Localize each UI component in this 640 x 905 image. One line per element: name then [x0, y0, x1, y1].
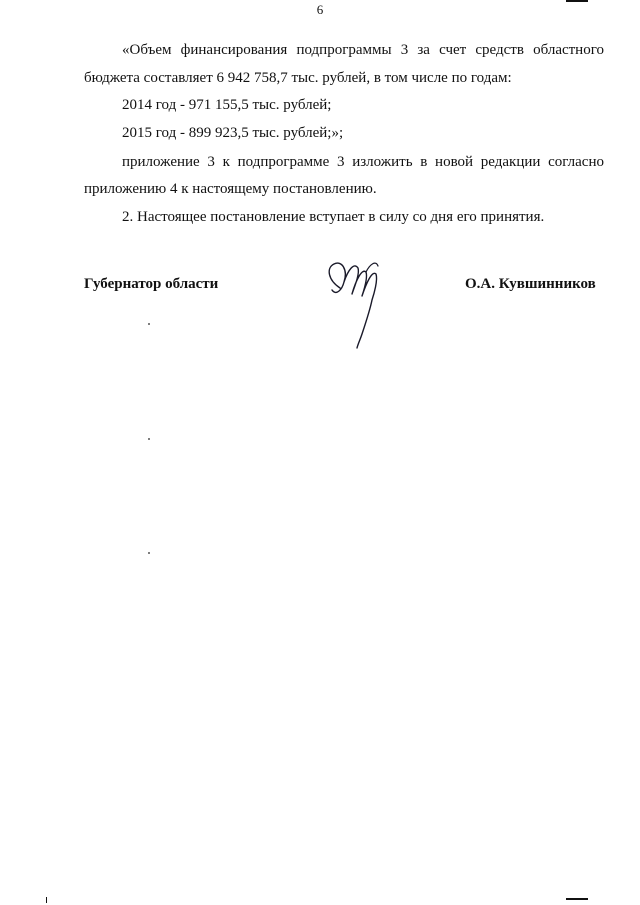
- paragraph-funding-line1: «Объем финансирования подпрограммы 3 за счет средств областного: [122, 42, 604, 58]
- paragraph-appendix-line2: приложению 4 к настоящему постановлению.: [84, 181, 377, 197]
- paragraph-appendix-line1: приложение 3 к подпрограмме 3 изложить в новой редакции согласно: [122, 154, 604, 170]
- scan-edge-mark: [566, 0, 588, 2]
- signatory-title: Губернатор области: [84, 276, 219, 292]
- scan-speck: [148, 552, 150, 554]
- scan-edge-mark: [566, 898, 588, 900]
- scan-speck: [148, 438, 150, 440]
- handwritten-signature: [322, 250, 392, 350]
- scan-edge-mark: [46, 897, 47, 903]
- signatory-name: О.А. Кувшинников: [465, 276, 596, 292]
- funding-year-2015: 2015 год - 899 923,5 тыс. рублей;»;: [122, 125, 344, 141]
- funding-year-2014: 2014 год - 971 155,5 тыс. рублей;: [122, 97, 332, 113]
- paragraph-effective-date: 2. Настоящее постановление вступает в силу со дня его принятия.: [122, 209, 545, 225]
- scan-speck: [148, 323, 150, 325]
- paragraph-funding-line2: бюджета составляет 6 942 758,7 тыс. рублей, в том числе по годам:: [84, 70, 512, 86]
- page-number: 6: [316, 2, 324, 17]
